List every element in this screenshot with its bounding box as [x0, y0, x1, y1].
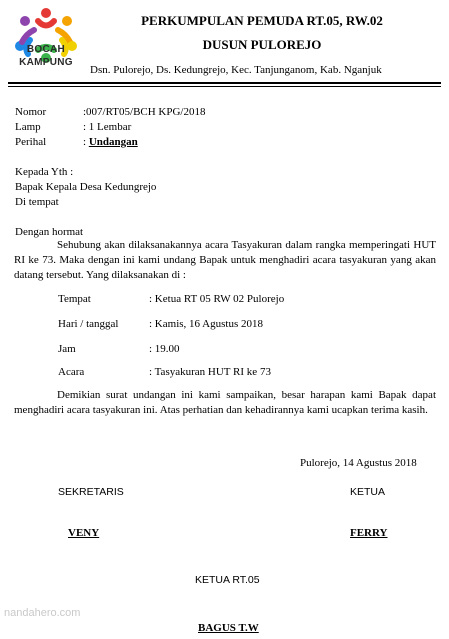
nomor-value: :007/RT05/BCH KPG/2018 [83, 106, 206, 118]
rt-chief-name: BAGUS T.W [198, 622, 259, 634]
closing-paragraph: Demikian surat undangan ini kami sampaikan, besar harapan kami Bapak dapat menghadiri acara tasyakuran ini. Atas perhatian dan kehadirannya kami ucapkan terima kasih. [14, 389, 436, 416]
recipient-location: Di tempat [15, 196, 59, 208]
organization-address: Dsn. Pulorejo, Ds. Kedungrejo, Kec. Tanjunganom, Kab. Nganjuk [90, 64, 382, 76]
event-time-value: : 19.00 [149, 343, 180, 355]
event-program-label: Acara [58, 366, 85, 378]
perihal-prefix: : [83, 136, 89, 148]
organization-name: PERKUMPULAN PEMUDA RT.05, RW.02 [141, 13, 383, 28]
recipient-name: Bapak Kepala Desa Kedungrejo [15, 181, 157, 193]
perihal-value [83, 136, 138, 149]
lamp-value: : 1 Lembar [83, 121, 132, 133]
perihal-subject: Undangan [88, 136, 138, 148]
chair-name: FERRY [350, 527, 388, 539]
event-place-value: : Ketua RT 05 RW 02 Pulorejo [149, 293, 285, 305]
watermark-text: nandahero.com [4, 607, 81, 619]
secretary-name: VENY [68, 527, 100, 539]
greeting: Dengan hormat [15, 226, 84, 238]
perihal-label: Perihal [15, 136, 47, 148]
event-time-label: Jam [58, 343, 76, 355]
event-program-value: : Tasyakuran HUT RI ke 73 [149, 366, 271, 378]
event-date-label: Hari / tanggal [58, 318, 119, 330]
hamlet-name: DUSUN PULOREJO [202, 37, 322, 52]
header-divider-thin [8, 86, 441, 87]
secretary-title: SEKRETARIS [58, 486, 124, 498]
header-divider-thick [8, 82, 441, 84]
lamp-label: Lamp [15, 121, 41, 133]
chair-title: KETUA [350, 486, 386, 498]
recipient-salutation: Kepada Yth : [15, 166, 74, 178]
rt-chief-title: KETUA RT.05 [195, 574, 260, 586]
place-date: Pulorejo, 14 Agustus 2018 [300, 457, 417, 469]
logo-text-line1: BOCAH [26, 44, 66, 55]
logo-text-line2: KAMPUNG [19, 57, 73, 68]
nomor-label: Nomor [15, 106, 47, 118]
event-date-value: : Kamis, 16 Agustus 2018 [149, 318, 263, 330]
event-place-label: Tempat [58, 293, 91, 305]
body-paragraph: Sehubung akan dilaksanakannya acara Tasyakuran dalam rangka memperingati HUT RI ke 73. Maka dengan ini kami undang Bapak untuk menghadiri acara tasyakuran yang akan datang tersebut. Yang dilaksanakan di : [14, 239, 436, 281]
